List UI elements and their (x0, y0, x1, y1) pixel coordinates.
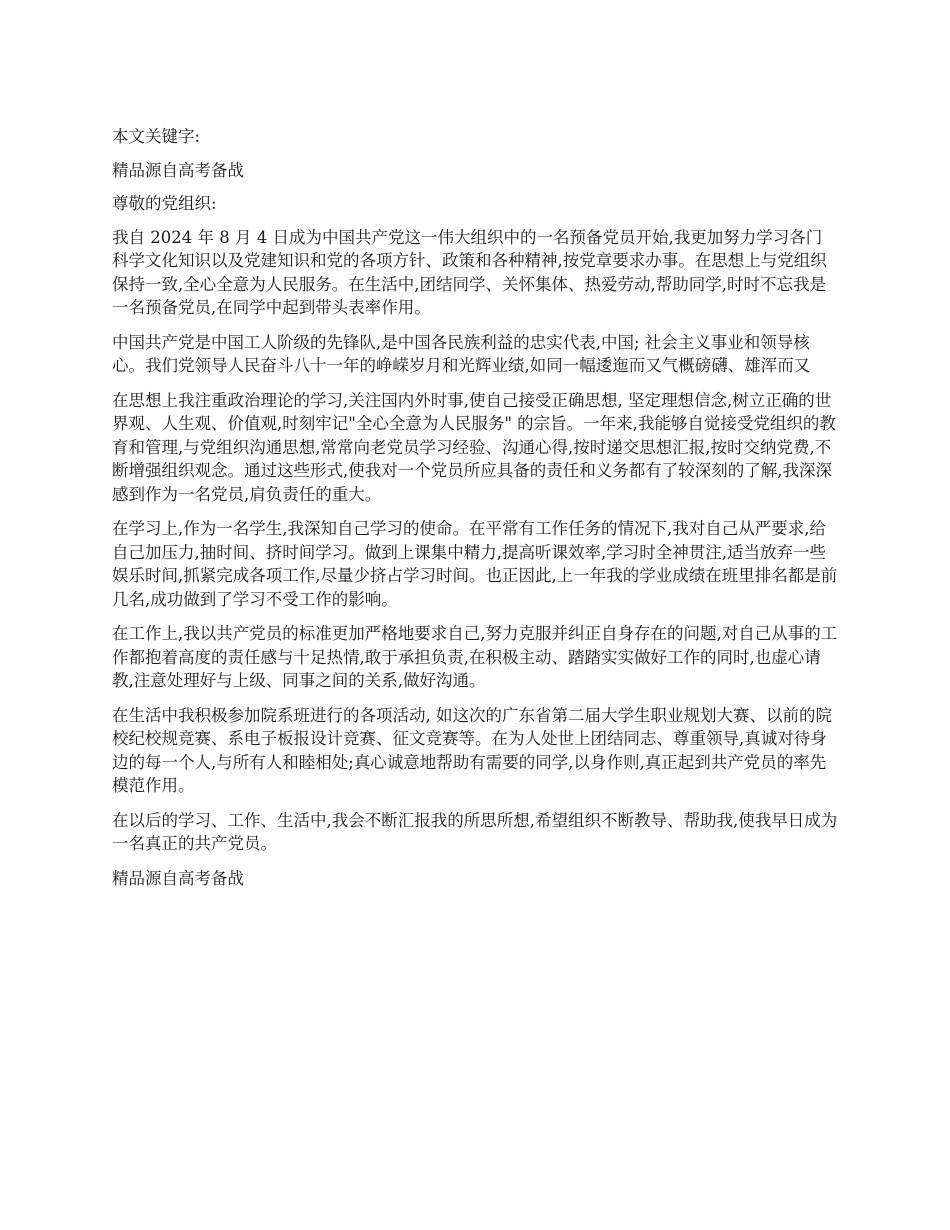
paragraph-1: 我自 2024 年 8 月 4 日成为中国共产党这一伟大组织中的一名预备党员开始,我更加努力学习各门科学文化知识以及党建知识和党的各项方针、政策和各种精神,按党章要求办事。在思想上与党组织保持一致,全心全意为人民服务。在生活中,团结同学、关怀集体、热爱劳动,帮助同学,时时不忘我是一名预备党员,在同学中起到带头表率作用。 (112, 227, 827, 317)
paragraph-6: 在生活中我积极参加院系班进行的各项活动, 如这次的广东省第二届大学生职业规划大赛、以前的院校纪校规竞赛、系电子板报设计竞赛、征文竞赛等。在为人处世上团结同志、尊重领导,真诚对待身边的每一个人,与所有人和睦相处;真心诚意地帮助有需要的同学,以身作则,真正起到共产党员的率先模范作用。 (112, 705, 832, 795)
paragraph-4: 在学习上,作为一名学生,我深知自己学习的使命。在平常有工作任务的情况下,我对自己从严要求,给自己加压力,抽时间、挤时间学习。做到上课集中精力,提高听课效率,学习时全神贯注,适当放弃一些娱乐时间,抓紧完成各项工作,尽量少挤占学习时间。也正因此,上一年我的学业成绩在班里排名都是前几名,成功做到了学习不受工作的影响。 (112, 519, 838, 609)
paragraph-3: 在思想上我注重政治理论的学习,关注国内外时事,使自己接受正确思想, 坚定理想信念,树立正确的世界观、人生观、价值观,时刻牢记"全心全意为人民服务" 的宗旨。一年来,我能够自觉接受党组织的教育和管理,与党组织沟通思想,常常向老党员学习经验、沟通心得,按时递交思想汇报,按时交纳党费,不断增强组织观念。通过这些形式,使我对一个党员所应具备的责任和义务都有了较深刻的了解,我深深感到作为一名党员,肩负责任的重大。 (112, 390, 836, 504)
paragraph-5: 在工作上,我以共产党员的标准更加严格地要求自己,努力克服并纠正自身存在的问题,对自己从事的工作都抱着高度的责任感与十足热情,敢于承担负责,在积极主动、踏踏实实做好工作的同时,也虚心请教,注意处理好与上级、同事之间的关系,做好沟通。 (112, 624, 838, 690)
paragraph-7: 在以后的学习、工作、生活中,我会不断汇报我的所思所想,希望组织不断教导、帮助我,使我早日成为一名真正的共产党员。 (112, 810, 838, 853)
paragraph-2: 中国共产党是中国工人阶级的先锋队,是中国各民族利益的忠实代表,中国; 社会主义事业和领导核心。我们党领导人民奋斗八十一年的峥嵘岁月和光辉业绩,如同一幅逶迤而又气概磅礴、雄浑而又 (112, 332, 811, 375)
salutation: 尊敬的党组织: (112, 194, 217, 213)
keywords-label: 本文关键字: (112, 127, 201, 146)
source-note-top: 精品源自高考备战 (112, 160, 244, 180)
source-note-bottom: 精品源自高考备战 (112, 868, 244, 888)
